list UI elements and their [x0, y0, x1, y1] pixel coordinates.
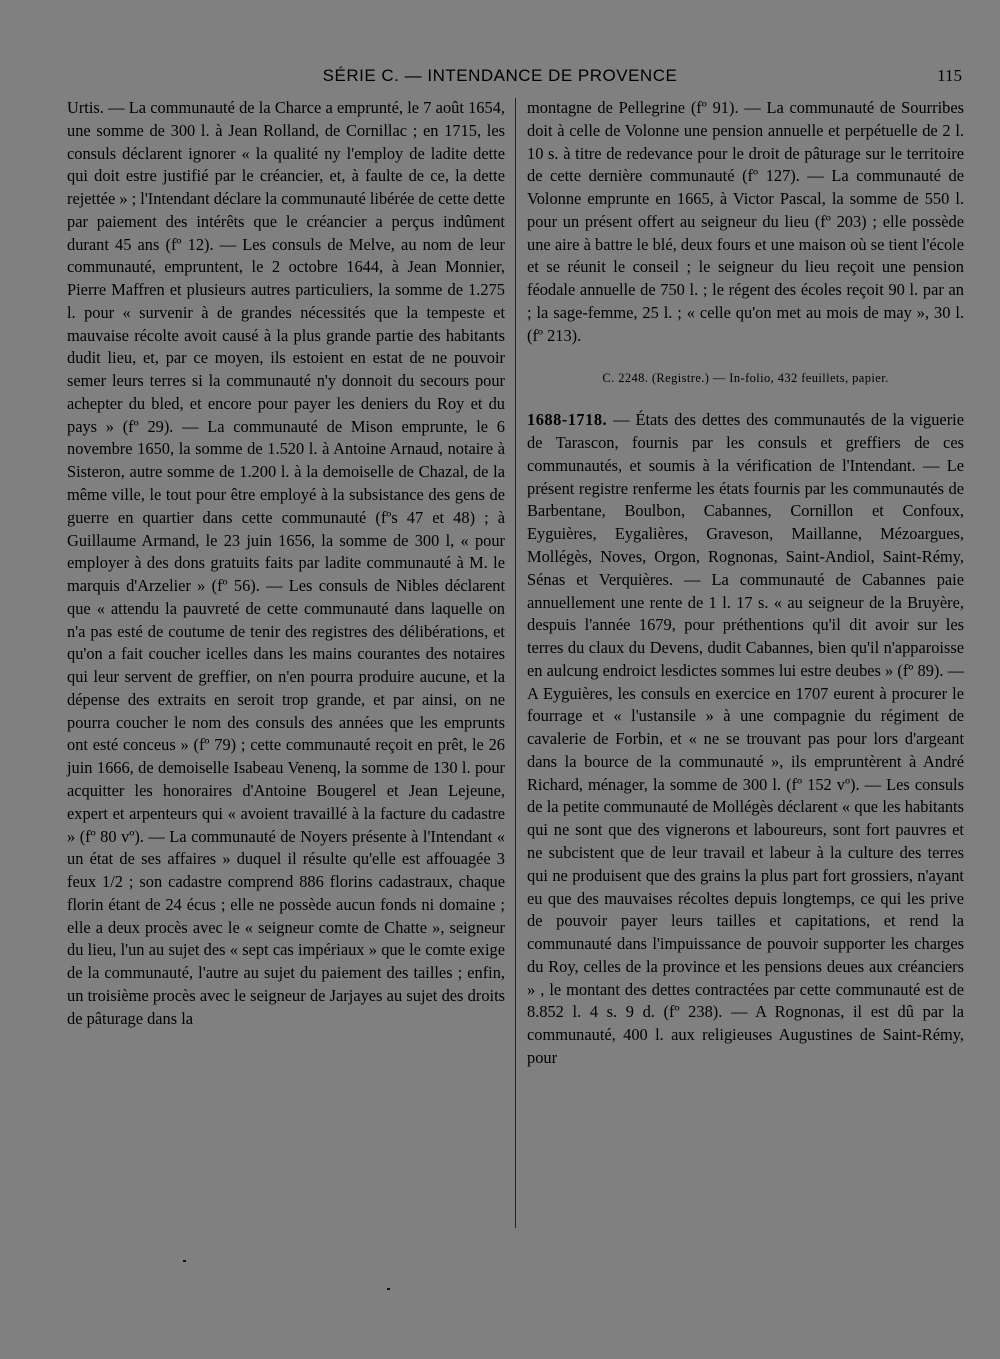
column-divider: [515, 98, 516, 1228]
header-title: SÉRIE C. — INTENDANCE DE PROVENCE: [322, 66, 678, 85]
left-column-text: Urtis. — La communauté de la Charce a emprunté, le 7 août 1654, une somme de 300 l. à Jean Rolland, de Cornillac ; en 1715, les consuls déclarent ignorer « la qualité ny l'employ de ladite dette qui doit estre justifié par le créancier, et, à faulte de ce, la dette rejettée » ; l'Intendant déclare la communauté libérée de cette dette par paiement des intérêts que le créancier a perçus indûment durant 45 ans (fº 12). — Les consuls de Melve, au nom de leur communauté, empruntent, le 2 octobre 1644, à Jean Monnier, Pierre Maffren et plusieurs autres particuliers, la somme de 1.275 l. pour « survenir à de grandes nécessités que la tempeste et mauvaise récolte avoit causé à la plus grande partie des habitants dudit lieu, et, par ce moyen, ils estoient en estat de ne pouvoir semer leurs terres si la communauté n'y donnoit du secours pour achepter du bled, et encore pour payer les deniers du Roy et du pays » (fº 29). — La communauté de Mison emprunte, le 6 novembre 1650, la somme de 1.520 l. à Antoine Arnaud, notaire à Sisteron, autre somme de 1.200 l. à la demoiselle de Chazal, de la même ville, le tout pour être employé à la subsistance des gens de guerre en quartier dans cette communauté (fºs 47 et 48) ; à Guillaume Armand, le 23 juin 1656, la somme de 300 l, « pour employer à des dons gratuits faits par ladite communauté à M. le marquis d'Arzelier » (fº 56). — Les consuls de Nibles déclarent que « attendu la pauvreté de cette communauté dans laquelle on n'a pas esté de coutume de tenir des registres des délibérations, et qu'on a fait coucher icelles dans les mains courantes des notaires qui leur servent de greffier, on n'en pourra produire aucune, et la dépense des extraits en seroit trop grande, et par ainsi, on ne pourra coucher le nom des consuls des années que les emprunts ont esté conceus » (fº 79) ; cette communauté reçoit en prêt, le 26 juin 1666, de demoiselle Isabeau Venenq, la somme de 130 l. pour acquitter les honoraires d'Antoine Bougerel et Jean Lejeune, expert et arpenteurs qui « avoient travaillé à la facture du cadastre » (fº 80 vº). — La communauté de Noyers présente à l'Intendant « un état de ses affaires » duquel il résulte qu'elle est affouagée 3 feux 1/2 ; son cadastre comprend 886 florins cadastraux, chaque florin étant de 24 écus ; elle ne possède aucun fonds ni domaine ; elle a deux procès avec le « seigneur comte de Chatte », seigneur du lieu, l'un au sujet des « sept cas impériaux » que le comte exige de la communauté, l'autre au sujet du paiement des tailles ; enfin, un troisième procès avec le seigneur de Jarjayes au sujet des droits de pâturage dans la: [67, 98, 505, 1028]
page-number: 115: [937, 66, 962, 85]
right-paragraph-1: montagne de Pellegrine (fº 91). — La communauté de Sourribes doit à celle de Volonne une pension annuelle et perpétuelle de 2 l. 10 s. à titre de redevance pour le droit de pâturage sur le territoire de cette dernière communauté (fº 127). — La communauté de Volonne emprunte en 1665, à Victor Pascal, la somme de 550 l. pour un présent offert au seigneur du lieu (fº 203) ; elle possède une aire à battre le blé, deux fours et une maison où se tient l'école et se réunit le conseil ; le seigneur du lieu reçoit une pension féodale annuelle de 750 l. ; le régent des écoles reçoit 90 l. par an ; la sage-femme, 25 l. ; « celle qu'on met au mois de may », 30 l. (fº 213).: [527, 98, 964, 345]
scan-speck: [183, 1260, 186, 1262]
entry-date: 1688-1718.: [527, 410, 608, 430]
running-header: [0, 66, 1000, 94]
right-column: [527, 97, 964, 1070]
right-paragraph-2-text: — États des dettes des communautés de la viguerie de Tarascon, fournis par les consuls et greffiers de ces communautés, et soumis à la vérification de l'Intendant. — Le présent registre renferme les états fournis par les communautés de Barbentane, Boulbon, Cabannes, Cornillon et Confoux, Eyguières, Eygalières, Graveson, Maillanne, Mézoargues, Mollégès, Noves, Orgon, Rognonas, Saint-Andiol, Saint-Rémy, Sénas et Verquières. — La communauté de Cabannes paie annuellement une rente de 1 l. 17 s. « au seigneur de la Bruyère, despuis l'année 1679, pour préthentions qu'il dit avoir sur les terres du claux du Devens, dudit Cabannes, bien qu'il n'apparoisse en aulcung endroict lesdictes sommes lui estre deubes » (fº 89). — A Eyguières, les consuls en exercice en 1707 eurent à procurer le fourrage et « l'ustansile » à une compagnie du régiment de cavalerie de Forbin, et « ne se trouvant pas pour lors d'argeant dans la bource de la communauté », ils empruntèrent à André Richard, ménager, la somme de 300 l. (fº 152 vº). — Les consuls de la petite communauté de Mollégès déclarent « que les habitants qui ne sont que des vignerons et laboureurs, sont fort pauvres et ne subcistent que de leur travail et labeur à la culture des terres qui ne produisent que des grains la plus part fort grossiers, n'ayant eu que des mauvaises récoltes depuis longtemps, ce qui les prive de pouvoir payer leurs tailles et capitations, et rend la communauté dans l'impuissance de pouvoir supporter les charges du Roy, celles de la province et les pensions deues aux créanciers » , le montant des dettes contractées par cette communauté est de 8.852 l. 4 s. 9 d. (fº 238). — A Rognonas, il est dû par la communauté, 400 l. aux religieuses Augustines de Saint-Rémy, pour: [527, 410, 964, 1067]
right-paragraph-2: [527, 409, 964, 1069]
left-column: [67, 97, 505, 1030]
archive-cote: C. 2248. (Registre.) — In-folio, 432 feuillets, papier.: [602, 371, 889, 386]
scan-speck: [387, 1288, 390, 1290]
